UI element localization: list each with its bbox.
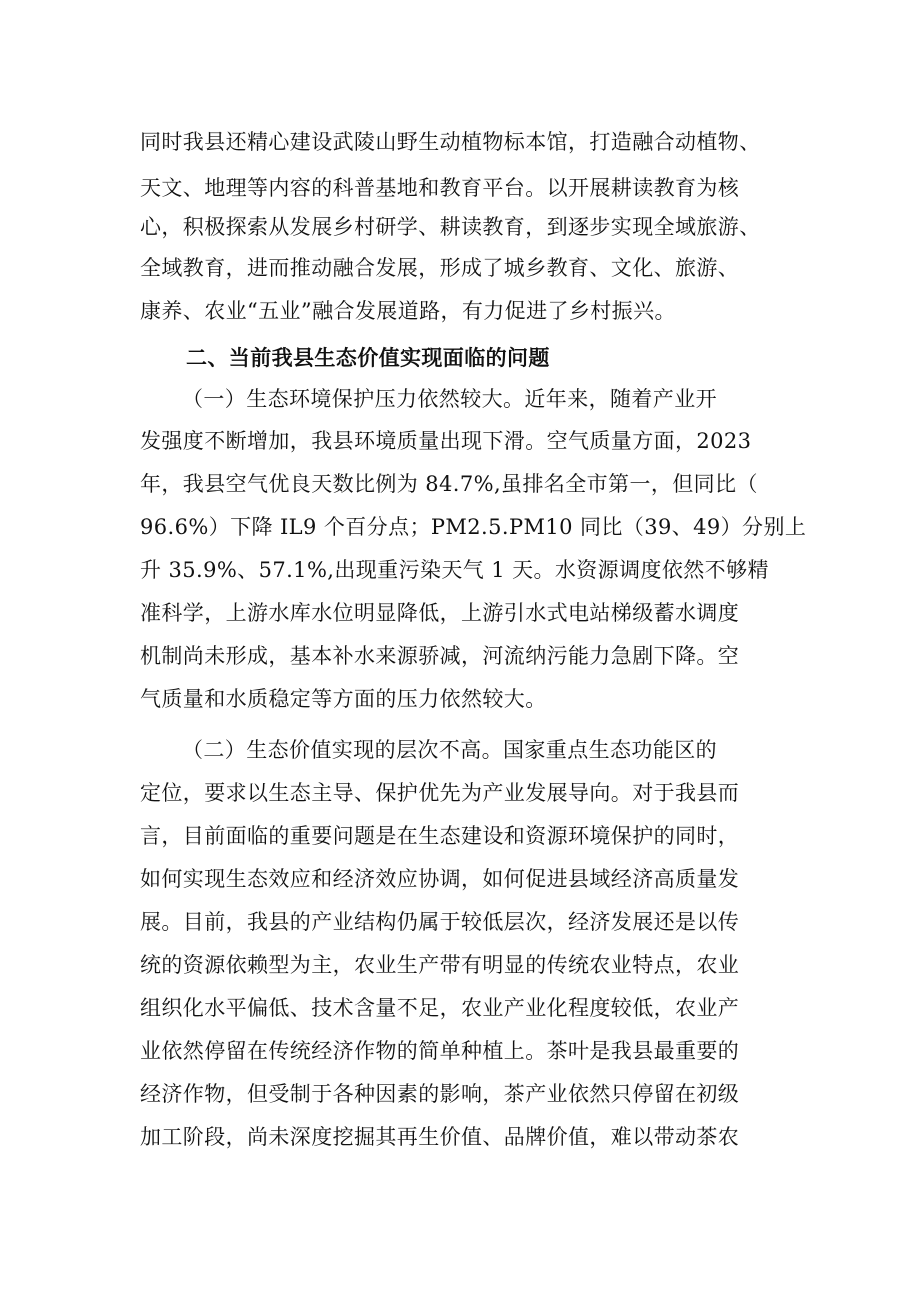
para1-line-4: 96.6%）下降 IL9 个百分点；PM2.5.PM10 同比（39、49）分别上 (140, 515, 807, 539)
section-heading: 二、当前我县生态价值实现面临的问题 (186, 346, 550, 370)
intro-line-5: 康养、农业“五业”融合发展道路，有力促进了乡村振兴。 (140, 299, 676, 323)
para2-line-1: （二）生态价值实现的层次不高。国家重点生态功能区的 (182, 738, 717, 762)
para2-line-6: 统的资源依赖型为主，农业生产带有明显的传统农业特点，农业 (140, 953, 740, 977)
intro-line-1: 同时我县还精心建设武陵山野生动植物标本馆，打造融合动植物、 (140, 130, 761, 154)
para2-line-4: 如何实现生态效应和经济效应协调，如何促进县域经济高质量发 (140, 867, 740, 891)
para1-line-6: 准科学，上游水库水位明显降低，上游引水式电站梯级蓄水调度 (140, 601, 740, 625)
intro-line-4: 全域教育，进而推动融合发展，形成了城乡教育、文化、旅游、 (140, 256, 740, 280)
para2-line-10: 加工阶段，尚未深度挖掘其再生价值、品牌价值，难以带动茶农 (140, 1125, 740, 1149)
para1-line-8: 气质量和水质稳定等方面的压力依然较大。 (140, 687, 547, 711)
para2-line-9: 经济作物，但受制于各种因素的影响，茶产业依然只停留在初级 (140, 1082, 740, 1106)
para1-line-5: 升 35.9%、57.1%,出现重污染天气 1 天。水资源调度依然不够精 (140, 558, 769, 582)
para2-line-7: 组织化水平偏低、技术含量不足，农业产业化程度较低，农业产 (140, 996, 740, 1020)
para1-line-3: 年，我县空气优良天数比例为 84.7%,虽排名全市第一，但同比（ (140, 472, 758, 496)
intro-line-3: 心，积极探索从发展乡村研学、耕读教育，到逐步实现全域旅游、 (140, 215, 761, 239)
para2-line-5: 展。目前，我县的产业结构仍属于较低层次，经济发展还是以传 (140, 910, 740, 934)
para1-line-2: 发强度不断增加，我县环境质量出现下滑。空气质量方面，2023 (140, 429, 752, 453)
para2-line-3: 言，目前面临的重要问题是在生态建设和资源环境保护的同时， (140, 824, 740, 848)
intro-line-2: 天文、地理等内容的科普基地和教育平台。以开展耕读教育为核 (140, 176, 740, 200)
para2-line-2: 定位，要求以生态主导、保护优先为产业发展导向。对于我县而 (140, 781, 740, 805)
para1-line-1: （一）生态环境保护压力依然较大。近年来，随着产业开 (182, 387, 717, 411)
para1-line-7: 机制尚未形成，基本补水来源骄减，河流纳污能力急剧下降。空 (140, 644, 740, 668)
para2-line-8: 业依然停留在传统经济作物的简单种植上。茶叶是我县最重要的 (140, 1039, 740, 1063)
